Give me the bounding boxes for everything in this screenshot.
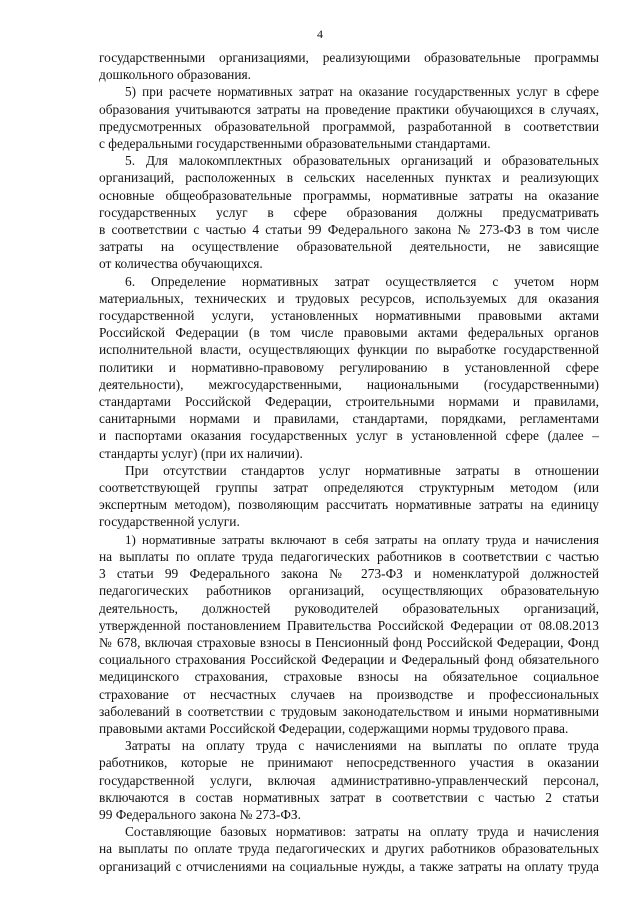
paragraph-base-norm-components (99, 823, 599, 875)
text-line: на выплаты по оплате труда педагогических работников в соответствии с частью (99, 548, 599, 564)
text-line: педагогических работников организаций, осуществляющих образовательную (99, 583, 599, 599)
text-line: заболеваний в соответствии с трудовым законодательством и иными нормативными (99, 703, 599, 719)
text-line: деятельность, должностей руководителей образовательных организаций, (99, 600, 599, 616)
text-line: государственной услуги, установленных нормативными правовыми актами (99, 308, 599, 324)
text-line: правовыми актами Российской Федерации, содержащими нормы трудового права. (99, 720, 569, 736)
text-line: Составляющие базовых нормативов: затраты на оплату труда и начисления (125, 824, 599, 840)
paragraph-item-5-practice (99, 83, 599, 152)
text-line: Российской Федерации (в том числе правовыми актами федеральных органов (99, 325, 599, 341)
text-line: исполнительной власти, осуществляющих функции по выработке государственной (99, 342, 599, 358)
text-line: организаций с отчислениями на социальные нужды, а также затраты на оплату труда (99, 858, 599, 874)
text-line: государственной услуги. (99, 514, 240, 530)
text-line: материальных, технических и трудовых ресурсов, используемых для оказания (99, 290, 599, 306)
text-line: стандартами Российской Федерации, строительными нормами и правилами, (99, 394, 599, 410)
text-line: страхование от несчастных случаев на производстве и профессиональных (99, 686, 599, 702)
paragraph-no-standards (99, 462, 599, 531)
text-line: 3 статьи 99 Федерального закона № 273-ФЗ и номенклатурой должностей (99, 566, 599, 582)
text-line: 5) при расчете нормативных затрат на оказание государственных услуг в сфере (125, 84, 599, 100)
text-line: экспертным методом), позволяющим рассчитать нормативные затраты на единицу (99, 497, 599, 513)
text-line: на выплаты по оплате труда педагогических и других работников образовательных (99, 841, 599, 857)
text-line: политики и нормативно-правовому регулированию в установленной сфере (99, 359, 599, 375)
text-line: включаются в состав нормативных затрат в соответствии с частью 2 статьи (99, 789, 599, 805)
text-line: № 678, включая страховые взносы в Пенсионный фонд Российской Федерации, Фонд (99, 634, 599, 650)
text-line: государственных услуг в сфере образования должны предусматривать (99, 204, 599, 220)
paragraph-item-1-labor-costs (99, 531, 599, 737)
text-line: 5. Для малокомплектных образовательных организаций и образовательных (125, 153, 599, 169)
page-number: 4 (317, 27, 323, 41)
text-line: дошкольного образования. (99, 67, 251, 83)
text-line: работников, которые не принимают непосредственного участия в оказании (99, 755, 599, 771)
text-line: предусмотренных образовательной программой, разработанной в соответствии (99, 118, 599, 134)
document-body (99, 49, 599, 875)
text-line: образования учитываются затраты на проведение практики обучающихся в случаях, (99, 101, 599, 117)
text-line: организаций, расположенных в сельских населенных пунктах и реализующих (99, 170, 599, 186)
text-line: соответствующей группы затрат определяются структурным методом (или (99, 480, 599, 496)
paragraph-admin-staff-costs (99, 737, 599, 823)
text-line: государственной услуги, включая административно-управленческий персонал, (99, 772, 599, 788)
text-line: санитарными нормами и правилами, стандартами, порядками, регламентами (99, 411, 599, 427)
text-line: деятельности), межгосударственными, национальными (государственными) (99, 376, 599, 392)
paragraph-section-5-small-schools (99, 152, 599, 272)
text-line: 6. Определение нормативных затрат осуществляется с учетом норм (125, 273, 599, 289)
text-line: Затраты на оплату труда с начислениями на выплаты по оплате труда (125, 738, 599, 754)
text-line: с федеральными государственными образовательными стандартами. (99, 136, 491, 152)
text-line: 99 Федерального закона № 273-ФЗ. (99, 806, 301, 822)
text-line: и паспортами оказания государственных услуг в установленной сфере (далее – (99, 428, 599, 444)
text-line: государственными организациями, реализующими образовательные программы (99, 50, 599, 65)
paragraph-continuation (99, 49, 599, 83)
text-line: утвержденной постановлением Правительства Российской Федерации от 08.08.2013 (99, 617, 599, 633)
text-line: стандарты услуг) (при их наличии). (99, 445, 303, 461)
text-line: При отсутствии стандартов услуг нормативные затраты в отношении (125, 462, 599, 478)
text-line: в соответствии с частью 4 статьи 99 Федерального закона № 273-ФЗ в том числе (99, 222, 599, 238)
text-line: основные общеобразовательные программы, нормативные затраты на оказание (99, 187, 599, 203)
text-line: социального страхования Российской Федерации и Федеральный фонд обязательного (99, 652, 599, 668)
text-line: от количества обучающихся. (99, 256, 263, 272)
paragraph-section-6-definition (99, 273, 599, 462)
text-line: медицинского страхования, страховые взносы на обязательное социальное (99, 669, 599, 685)
text-line: 1) нормативные затраты включают в себя затраты на оплату труда и начисления (125, 531, 599, 547)
text-line: затраты на осуществление образовательной деятельности, не зависящие (99, 239, 599, 255)
